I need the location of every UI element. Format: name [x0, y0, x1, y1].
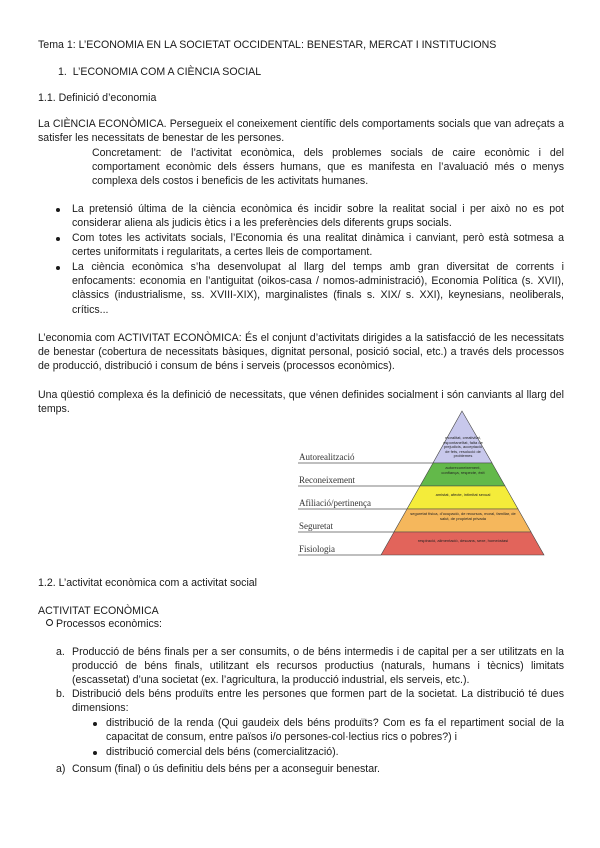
pyramid-label-security: Seguretat [299, 521, 333, 531]
list-item: La pretensió última de la ciència econòmica és incidir sobre la realitat social i per això no es pot considerar aliena als judicis ètics i a les preferències dels diferents grups socials. [72, 203, 564, 230]
list-marker-c: a) [56, 763, 66, 775]
paragraph-activitat-economica: L’economia com ACTIVITAT ECONÒMICA: És el conjunt d’activitats dirigides a la satisfacció de les necessitats de benestar (cobertura de necessitats bàsiques, dignitat personal, posició social, etc.) a través dels processos de producció, distribució i consum de béns i serveis (processos econòmics). [38, 332, 564, 373]
bullet-icon [93, 722, 97, 726]
bullet-icon [56, 208, 60, 212]
pyramid-desc-affiliation: amistat, afecte, intimitat sexual [435, 493, 491, 497]
section-title: L’ECONOMIA COM A CIÈNCIA SOCIAL [72, 66, 262, 78]
list-marker-a: a. [56, 646, 65, 658]
subsection-1-1: 1.1. Definició d’economia [38, 92, 157, 104]
paragraph-concretament: Concretament: de l’activitat econòmica, dels problemes socials de caire econòmic i del comportament econòmic dels éssers humans, que es manifesta en l’avaluació més o menys complexa dels costos i beneficis de les activitats humanes. [92, 147, 564, 188]
bullet-icon [56, 266, 60, 270]
pyramid-label-recognition: Reconeixement [299, 475, 355, 485]
subsection-1-2: 1.2. L’activitat econòmica com a activitat social [38, 577, 258, 589]
maslow-pyramid-figure [296, 408, 556, 576]
list-item-distribucio: Distribució dels béns produïts entre les persones que formen part de la societat. La distribució té dues dimensions: [72, 688, 564, 715]
section-number: 1. [58, 66, 67, 78]
activitat-economica-heading: ACTIVITAT ECONÒMICA [38, 605, 159, 617]
list-item-consum: Consum (final) o ús definitiu dels béns per a aconseguir benestar. [72, 763, 380, 775]
bullet-icon [56, 237, 60, 241]
list-item: distribució comercial dels béns (comercialització). [106, 746, 339, 758]
list-item-produccio: Producció de béns finals per a ser consumits, o de béns intermedis i de capital per a ser utilitzats en la producció de béns finals, utilitzant els recursos productius (naturals, humans i tècnics) limitats (escassetat) d’una societat (ex. l’agricultura, la producció industrial, els serveis, etc.). [72, 646, 564, 687]
paragraph-necessitats: Una qüestió complexa és la definició de necessitats, que vénen definides socialment i són canviants al llarg del temps. [38, 389, 564, 416]
processos-item [46, 617, 162, 631]
pyramid-label-physiology: Fisiologia [299, 544, 336, 554]
bullet-icon [93, 751, 97, 755]
list-item: Com totes les activitats socials, l’Economia és una realitat dinàmica i canviant, però està sotmesa a certes uniformitats i regularitats, a certes lleis de comportament. [72, 232, 564, 259]
list-marker-b: b. [56, 688, 65, 700]
paragraph-ciencia-economica: La CIÈNCIA ECONÒMICA. Persegueix el coneixement científic dels comportaments socials que van adreçats a satisfer les necessitats de benestar de les persones. [38, 118, 564, 145]
list-item: La ciència econòmica s’ha desenvolupat al llarg del temps amb gran diversitat de corrents i enfocaments: economia en l’antiguitat (oikos-casa / nomos-administració), Economia Política (s. XVII), clàssics (industrialisme, ss. XVIII-XIX), marginalistes (finals s. XIX/ s. XXI), keynesians, neoliberals, crítics... [72, 261, 564, 316]
processos-label: Processos econòmics: [56, 618, 162, 630]
pyramid-label-affiliation: Afiliació/pertinença [299, 498, 371, 508]
pyramid-label-selfrealization: Autorealització [299, 452, 355, 462]
document-title: Tema 1: L’ECONOMIA EN LA SOCIETAT OCCIDENTAL: BENESTAR, MERCAT I INSTITUCIONS [38, 39, 497, 51]
pyramid-desc-selfrealization: moralitat, creativitat, espontaneïtat, falta de prejudicis, acceptació de fets, resolució de problemes [443, 436, 483, 459]
section-heading-1 [58, 65, 261, 79]
pyramid-desc-security: seguretat física, d’ocupació, de recursos, moral, familiar, de salut, de propietat privada [410, 512, 516, 521]
circle-bullet-icon [46, 619, 53, 626]
pyramid-desc-recognition: autoreconeixement, confiança, respecte, èxit [441, 466, 485, 475]
list-item: distribució de la renda (Qui gaudeix dels béns produïts? Com es fa el repartiment social de la capacitat de consum, entre països i/o persones-col·lectius rics o pobres?) i [106, 717, 564, 744]
pyramid-desc-physiology: respiració, alimentació, descans, sexe, homeòstasi [417, 539, 509, 543]
